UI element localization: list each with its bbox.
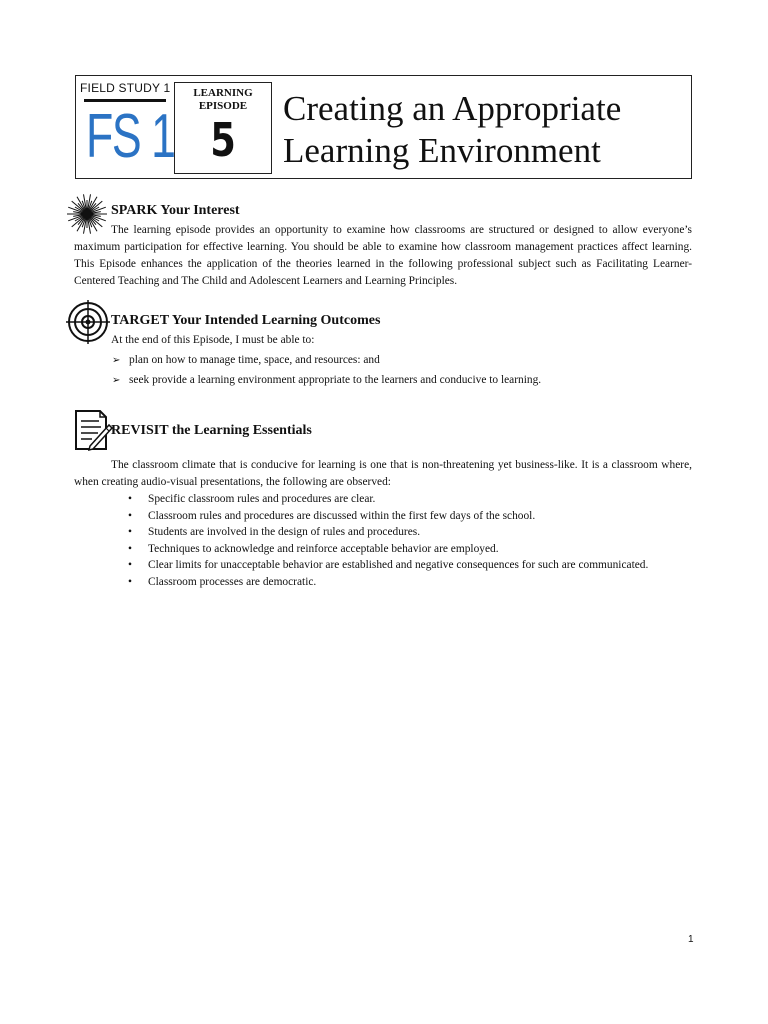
list-item (128, 508, 648, 525)
bullet-icon: • (128, 526, 132, 539)
revisit-heading: REVISIT the Learning Essentials (111, 423, 312, 438)
target-heading: TARGET Your Intended Learning Outcomes (111, 313, 381, 328)
list-item (128, 541, 648, 558)
list-item (128, 574, 648, 591)
bullet-icon: • (128, 575, 132, 588)
header-box (75, 75, 692, 179)
episode-label-line1: LEARNING (193, 87, 253, 99)
target-intro: At the end of this Episode, I must be able to: (111, 334, 315, 346)
fs-logo: FS 1 (86, 102, 175, 171)
list-item-text: Classroom rules and procedures are discussed within the first few days of the school. (148, 509, 536, 522)
document-pen-icon (72, 408, 114, 452)
list-item (128, 524, 648, 541)
essentials-list (128, 491, 648, 591)
page-title (283, 88, 621, 172)
target-icon (66, 300, 110, 344)
title-line-2: Learning Environment (283, 131, 601, 170)
list-item-text: Specific classroom rules and procedures are clear. (148, 493, 376, 505)
outcome-item-1 (112, 354, 380, 366)
episode-label (175, 87, 271, 113)
arrow-bullet-icon: ➢ (112, 375, 121, 386)
list-item-text: Classroom processes are democratic. (148, 575, 317, 588)
episode-number: 5 (210, 113, 236, 167)
spark-heading: SPARK Your Interest (111, 203, 240, 218)
episode-label-line2: EPISODE (198, 100, 248, 112)
bullet-icon: • (128, 509, 132, 522)
outcome-item-2 (112, 374, 541, 386)
revisit-paragraph: The classroom climate that is conducive for learning is one that is non-threatening yet business-like. It is a classroom where, when creating audio-visual presentations, the following are observed: (74, 459, 692, 488)
outcome-text-1: plan on how to manage time, space, and resources: and (129, 354, 380, 366)
spark-paragraph: The learning episode provides an opportunity to examine how classrooms are structured or designed to allow everyone’s maximum participation for effective learning. You should be able to examine how classroom management practices affect learning. This Episode enhances the application of the theories learned in the following professional subject such as Facilitating Learner-Centered Teaching and The Child and Adolescent Learners and Learning Principles. (74, 224, 692, 287)
bullet-icon: • (128, 542, 132, 555)
title-line-1: Creating an Appropriate (283, 89, 622, 128)
bullet-icon: • (128, 493, 132, 505)
list-item-text: Clear limits for unacceptable behavior are established and negative consequences for such are communicated. (148, 559, 649, 572)
page-number: 1 (688, 934, 694, 945)
field-study-label: FIELD STUDY 1 (80, 81, 171, 95)
arrow-bullet-icon: ➢ (112, 355, 121, 366)
outcome-text-2: seek provide a learning environment appropriate to the learners and conducive to learning. (129, 374, 542, 386)
list-item-text: Students are involved in the design of rules and procedures. (148, 526, 421, 539)
list-item (128, 491, 648, 508)
list-item (128, 557, 648, 574)
episode-box (174, 82, 272, 174)
list-item-text: Techniques to acknowledge and reinforce acceptable behavior are employed. (148, 542, 499, 555)
bullet-icon: • (128, 559, 132, 572)
